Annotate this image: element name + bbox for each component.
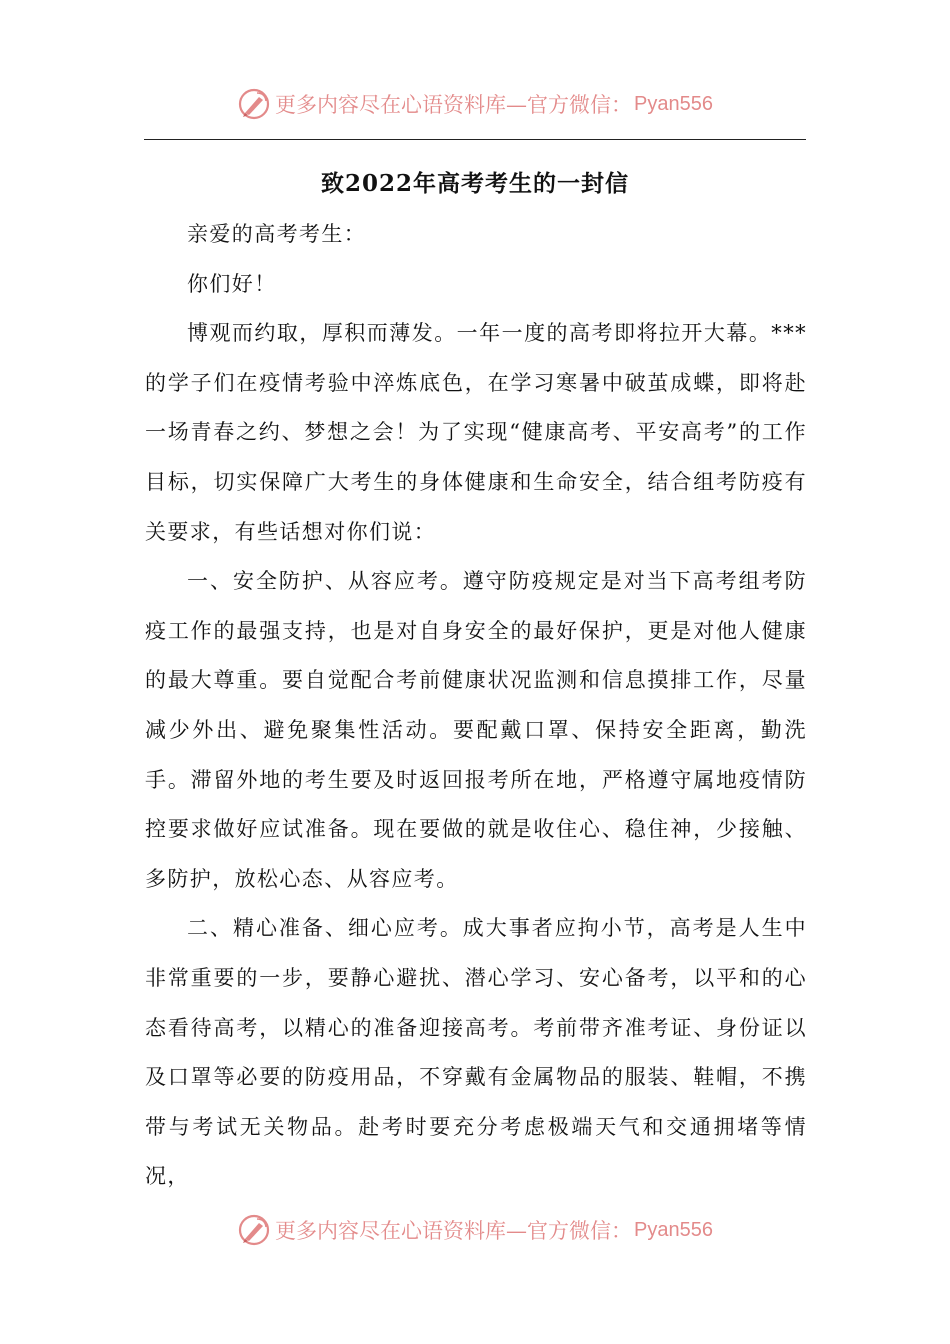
salutation: 亲爱的高考考生： bbox=[187, 222, 367, 246]
paragraph-intro: 博观而约取，厚积而薄发。一年一度的高考即将拉开大幕。***的学子们在疫情考验中淬炼底色，在学习寒暑中破茧成蝶，即将赴一场青春之约、梦想之会！为了实现“健康高考、平安高考”的工作目标，切实保障广大考生的身体健康和生命安全，结合组考防疫有关要求，有些话想对你们说： bbox=[145, 321, 807, 544]
paragraph-preparation: 二、精心准备、细心应考。成大事者应拘小节，高考是人生中非常重要的一步，要静心避扰、潜心学习、安心备考，以平和的心态看待高考，以精心的准备迎接高考。考前带齐准考证、身份证以及口罩等必要的防疫用品，不穿戴有金属物品的服装、鞋帽，不携带与考试无关物品。赴考时要充分考虑极端天气和交通拥堵等情况， bbox=[145, 916, 807, 1189]
pen-logo-icon bbox=[237, 1213, 271, 1247]
header-divider bbox=[144, 139, 806, 140]
footer-wechat-id: Pyan556 bbox=[634, 1218, 713, 1241]
footer-banner-text: 更多内容尽在心语资料库—官方微信： bbox=[275, 1219, 633, 1243]
header-banner bbox=[0, 84, 950, 124]
footer-banner bbox=[0, 1210, 950, 1250]
document-title: 致2022年高考考生的一封信 bbox=[320, 170, 629, 197]
document-body bbox=[145, 210, 807, 1202]
greeting: 你们好！ bbox=[187, 271, 277, 296]
header-wechat-id: Pyan556 bbox=[634, 92, 713, 115]
pen-logo-icon bbox=[237, 87, 271, 121]
paragraph-safety: 一、安全防护、从容应考。遵守防疫规定是对当下高考组考防疫工作的最强支持，也是对自身安全的最好保护，更是对他人健康的最大尊重。要自觉配合考前健康状况监测和信息摸排工作，尽量减少外出、避免聚集性活动。要配戴口罩、保持安全距离，勤洗手。滞留外地的考生要及时返回报考所在地，严格遵守属地疫情防控要求做好应试准备。现在要做的就是收住心、稳住神，少接触、多防护，放松心态、从容应考。 bbox=[145, 569, 807, 891]
header-banner-text: 更多内容尽在心语资料库—官方微信： bbox=[275, 93, 633, 117]
